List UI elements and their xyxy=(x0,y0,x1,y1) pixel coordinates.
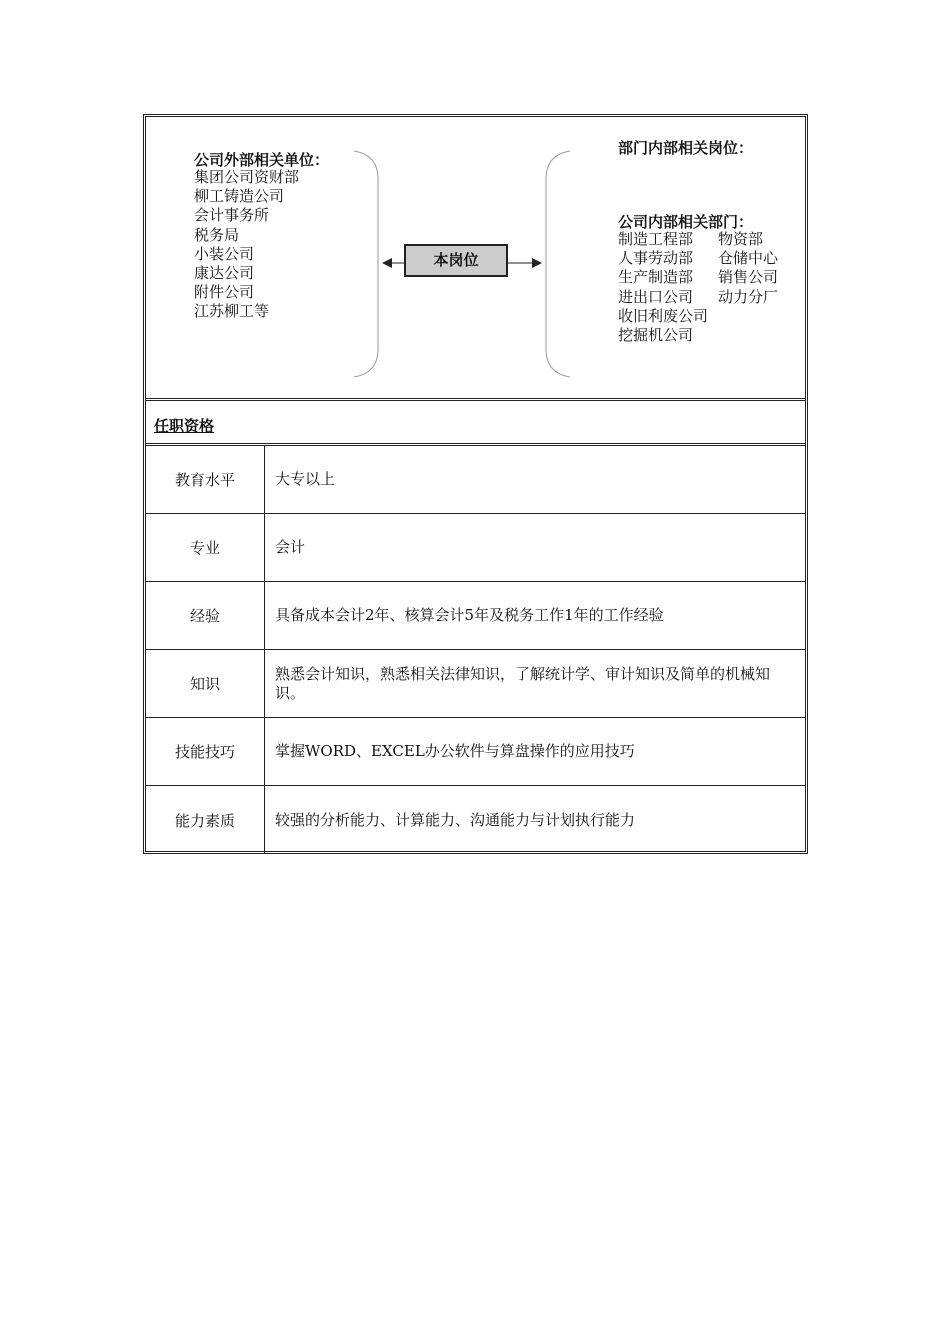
row-label: 技能技巧 xyxy=(146,718,265,785)
row-label: 教育水平 xyxy=(146,446,265,513)
external-unit: 会计事务所 xyxy=(194,206,270,225)
internal-posts-title: 部门内部相关岗位： xyxy=(618,139,754,157)
row-value: 具备成本会计2年、核算会计5年及税务工作1年的工作经验 xyxy=(275,606,664,624)
table-row xyxy=(146,786,805,854)
dept-item: 制造工程部 xyxy=(618,230,694,248)
external-unit: 附件公司 xyxy=(194,283,255,302)
dept-item: 销售公司 xyxy=(718,268,779,287)
dept-row xyxy=(618,268,778,287)
dept-row xyxy=(618,307,778,326)
qualifications-header xyxy=(146,401,805,446)
external-unit: 集团公司资财部 xyxy=(194,168,300,186)
row-label: 专业 xyxy=(146,514,265,581)
work-relations-diagram xyxy=(146,117,805,401)
dept-item: 动力分厂 xyxy=(718,287,779,306)
dept-item: 人事劳动部 xyxy=(618,249,694,268)
row-value: 掌握WORD、EXCEL办公软件与算盘操作的应用技巧 xyxy=(275,742,635,760)
table-row xyxy=(146,650,805,718)
external-units-title: 公司外部相关单位： xyxy=(194,151,330,169)
right-arrowhead-icon xyxy=(532,258,542,268)
row-label: 经验 xyxy=(146,582,265,649)
internal-depts-list xyxy=(618,230,778,345)
row-value: 会计 xyxy=(275,538,306,556)
table-row xyxy=(146,582,805,650)
dept-item: 仓储中心 xyxy=(718,249,779,268)
dept-item: 进出口公司 xyxy=(618,287,694,306)
qualifications-title: 任职资格 xyxy=(154,417,215,435)
external-unit: 江苏柳工等 xyxy=(194,302,270,321)
row-value: 较强的分析能力、计算能力、沟通能力与计划执行能力 xyxy=(275,810,636,829)
current-post-box: 本岗位 xyxy=(404,244,508,277)
job-description-table xyxy=(143,114,808,854)
dept-item: 物资部 xyxy=(718,230,764,248)
external-unit: 康达公司 xyxy=(194,264,255,283)
right-brace xyxy=(546,151,570,377)
qualifications-table xyxy=(146,446,805,854)
external-unit: 小装公司 xyxy=(194,244,255,263)
dept-row xyxy=(618,288,778,307)
external-unit: 柳工铸造公司 xyxy=(194,187,285,206)
external-units-list xyxy=(194,168,299,322)
left-arrowhead-icon xyxy=(382,258,392,268)
dept-item: 生产制造部 xyxy=(618,268,694,287)
left-brace xyxy=(354,151,378,377)
table-row xyxy=(146,514,805,582)
row-label: 知识 xyxy=(146,650,265,717)
row-value: 熟悉会计知识，熟悉相关法律知识，了解统计学、审计知识及简单的机械知识。 xyxy=(275,664,771,702)
internal-depts-title: 公司内部相关部门： xyxy=(618,213,754,231)
table-row xyxy=(146,446,805,514)
dept-item: 收旧利废公司 xyxy=(618,306,709,325)
dept-item: 挖掘机公司 xyxy=(618,326,694,345)
table-row xyxy=(146,718,805,786)
row-label: 能力素质 xyxy=(146,786,265,854)
dept-row xyxy=(618,230,778,249)
dept-row xyxy=(618,326,778,345)
dept-row xyxy=(618,249,778,268)
external-unit: 税务局 xyxy=(194,225,240,244)
row-value: 大专以上 xyxy=(275,470,336,488)
